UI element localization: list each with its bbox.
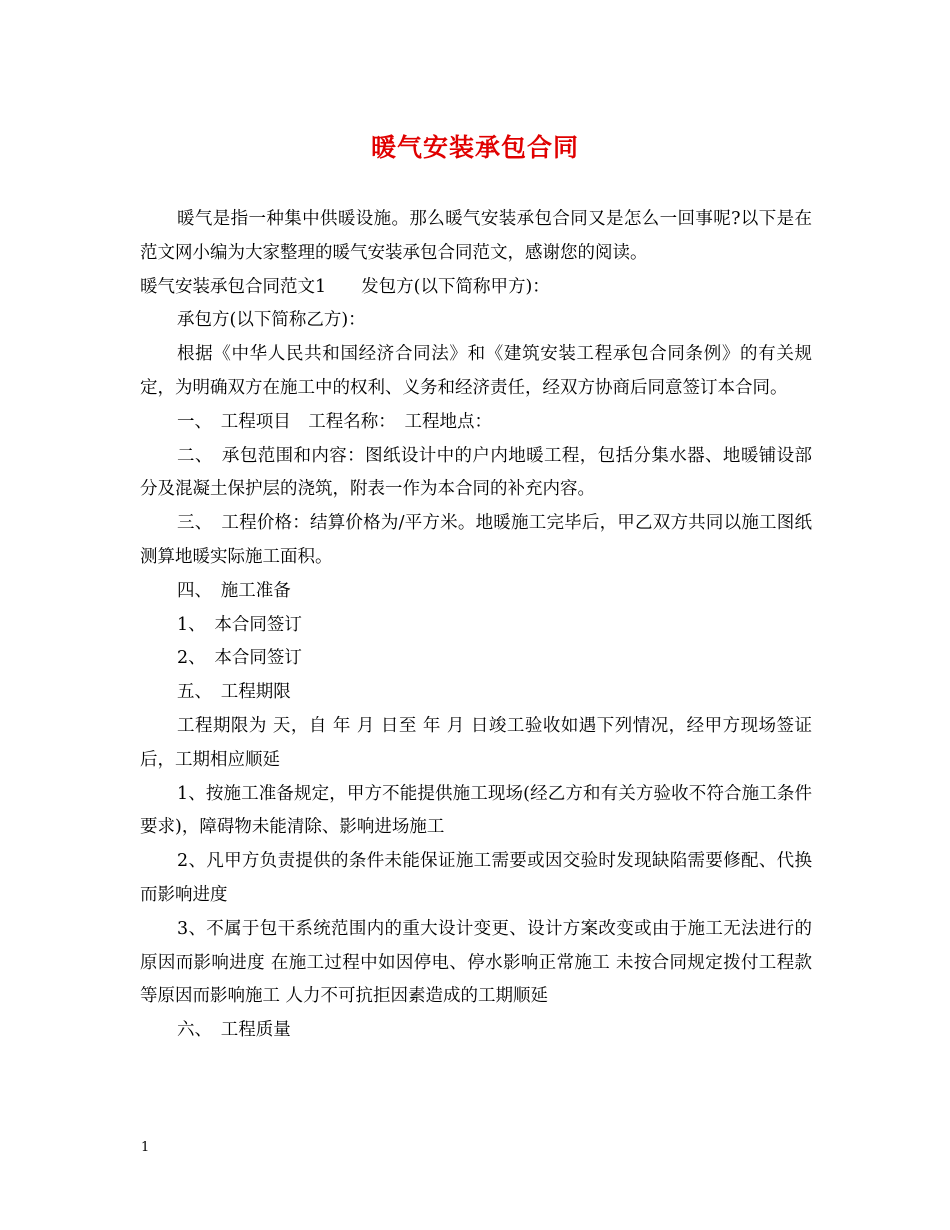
delay-item-1: 1、按施工准备规定，甲方不能提供施工现场(经乙方和有关方验收不符合施工条件要求)，障碍物未能清除、影响进场施工 [140, 783, 812, 838]
delay-item-2: 2、凡甲方负责提供的条件未能保证施工需要或因交验时发现缺陷需要修配、代换而影响进度 [140, 851, 812, 905]
delay-item-3: 3、不属于包干系统范围内的重大设计变更、设计方案改变或由于施工无法进行的原因而影响进度 在施工过程中如因停电、停水影响正常施工 未按合同规定拨付工程款等原因而影响施工 人力不可抗拒因素造成的工期顺延 [140, 918, 812, 1007]
section-5-term: 五、 工程期限 [177, 682, 291, 703]
section-3-price: 三、 工程价格：结算价格为/平方米。地暖施工完毕后，甲乙双方共同以施工图纸测算地暖实际施工面积。 [140, 513, 812, 567]
section-4-preparation: 四、 施工准备 [177, 580, 291, 601]
intro-paragraph: 暖气是指一种集中供暖设施。那么暖气安装承包合同又是怎么一回事呢?以下是在范文网小编为大家整理的暖气安装承包合同范文，感谢您的阅读。 [140, 209, 812, 263]
party-b-line: 承包方(以下简称乙方)： [177, 310, 366, 331]
section-1-project: 一、 工程项目 工程名称： 工程地点： [177, 411, 492, 432]
sample-heading-line: 暖气安装承包合同范文1 发包方(以下简称甲方)： [140, 276, 550, 297]
document-body [140, 203, 812, 1048]
page-number: 1 [141, 1140, 150, 1155]
section-2-scope: 二、 承包范围和内容：图纸设计中的户内地暖工程，包括分集水器、地暖铺设部分及混凝土保护层的浇筑，附表一作为本合同的补充内容。 [140, 445, 812, 500]
preparation-item-2: 2、 本合同签订 [177, 648, 302, 669]
preparation-item-1: 1、 本合同签订 [177, 614, 302, 635]
section-6-quality: 六、 工程质量 [177, 1020, 291, 1041]
legal-basis-paragraph: 根据《中华人民共和国经济合同法》和《建筑安装工程承包合同条例》的有关规定，为明确双方在施工中的权利、义务和经济责任，经双方协商后同意签订本合同。 [140, 344, 812, 398]
document-title: 暖气安装承包合同 [370, 133, 579, 162]
term-paragraph: 工程期限为 天，自 年 月 日至 年 月 日竣工验收如遇下列情况，经甲方现场签证后，工期相应顺延 [140, 715, 812, 770]
